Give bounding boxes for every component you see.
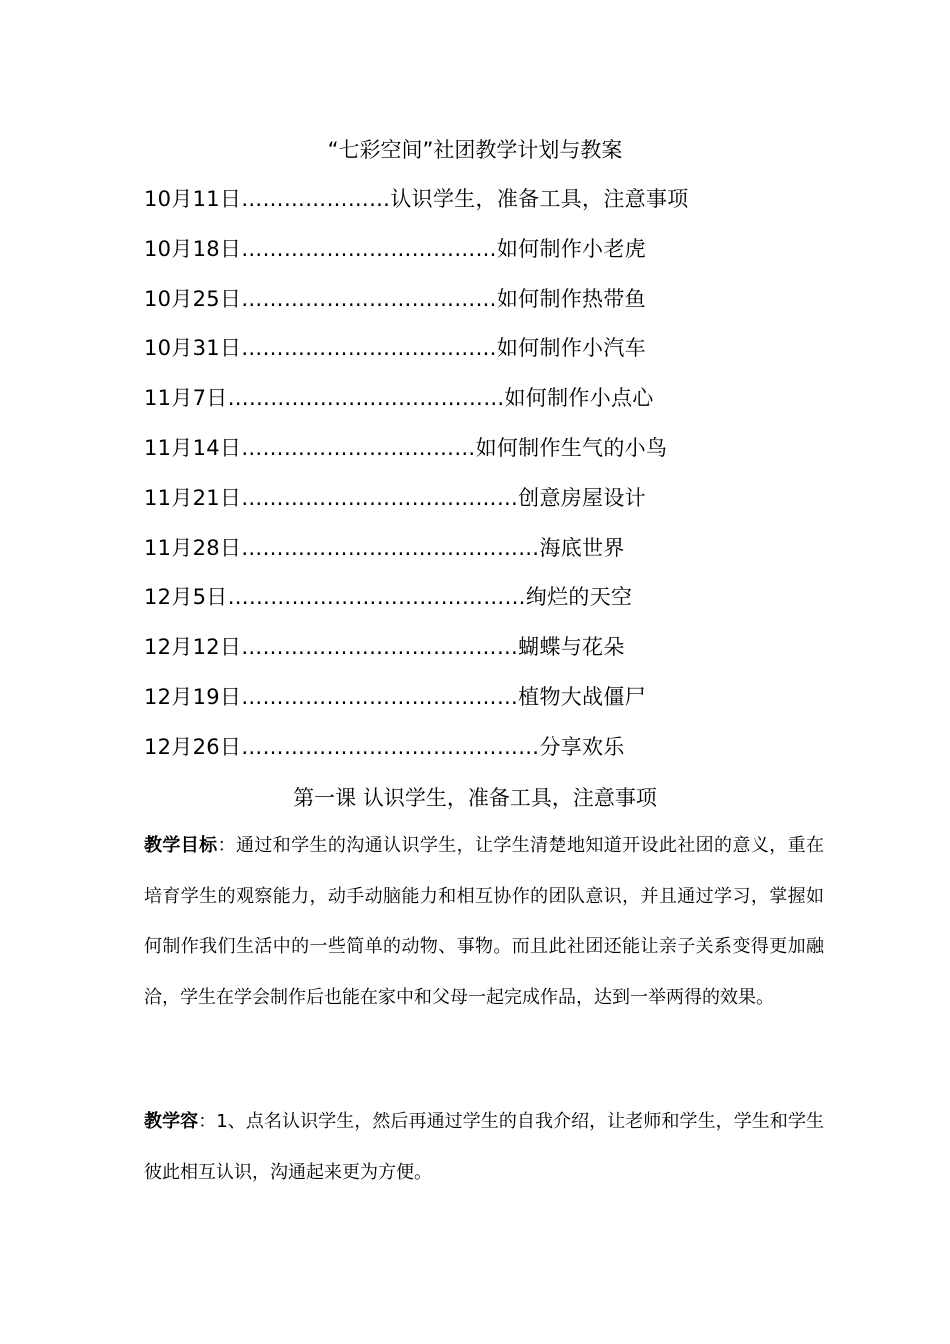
schedule-date: 10月18日	[144, 236, 242, 261]
schedule-topic: 如何制作小老虎	[496, 236, 646, 261]
schedule-list	[144, 182, 844, 780]
schedule-date: 10月25日	[144, 286, 242, 311]
schedule-item	[144, 630, 844, 680]
teaching-goal-label: 教学目标	[144, 835, 218, 856]
schedule-topic: 植物大战僵尸	[518, 684, 646, 709]
teaching-content-label: 教学容	[144, 1111, 199, 1132]
schedule-item	[144, 381, 844, 431]
teaching-goal-paragraph	[144, 821, 824, 1023]
schedule-item	[144, 232, 844, 282]
schedule-item	[144, 182, 844, 232]
schedule-date: 11月7日	[144, 386, 228, 411]
schedule-leader: …………………………………	[241, 635, 519, 660]
schedule-date: 11月28日	[144, 535, 242, 560]
document-title: “七彩空间”社团教学计划与教案	[327, 138, 623, 162]
schedule-date: 11月21日	[144, 485, 242, 510]
schedule-leader: ……………………………………	[241, 734, 540, 759]
schedule-topic: 如何制作热带鱼	[496, 286, 646, 311]
schedule-leader: ………………………………	[241, 236, 497, 261]
schedule-date: 12月12日	[144, 635, 242, 660]
schedule-item	[144, 282, 844, 332]
schedule-item	[144, 431, 844, 481]
schedule-leader: ……………………………………	[227, 585, 526, 610]
schedule-topic: 分享欢乐	[539, 734, 625, 759]
schedule-date: 10月11日	[144, 187, 242, 211]
schedule-date: 10月31日	[144, 336, 242, 361]
schedule-item	[144, 680, 844, 730]
schedule-leader: …………………………………	[241, 684, 519, 709]
schedule-topic: 海底世界	[539, 535, 625, 560]
schedule-topic: 创意房屋设计	[518, 485, 646, 510]
schedule-topic: 绚烂的天空	[525, 585, 633, 610]
schedule-leader: …………………………………	[241, 485, 519, 510]
schedule-leader: ……………………………………	[241, 535, 540, 560]
schedule-item	[144, 531, 844, 581]
teaching-content-paragraph	[144, 1097, 824, 1198]
schedule-item	[144, 481, 844, 531]
schedule-date: 12月19日	[144, 684, 242, 709]
teaching-content-text: ：1、点名认识学生，然后再通过学生的自我介绍，让老师和学生，学生和学生彼此相互认识，沟通起来更为方便。	[144, 1111, 825, 1183]
teaching-goal-text: ：通过和学生的沟通认识学生，让学生清楚地知道开设此社团的意义，重在培育学生的观察能力，动手动脑能力和相互协作的团队意识，并且通过学习，掌握如何制作我们生活中的一些简单的动物、事物。而且此社团还能让亲子关系变得更加融洽，学生在学会制作后也能在家中和父母一起完成作品，达到一举两得的效果。	[144, 835, 825, 1008]
schedule-topic: 如何制作小点心	[504, 386, 654, 411]
schedule-leader: …………………………………	[227, 386, 505, 411]
schedule-topic: 如何制作生气的小鸟	[475, 435, 668, 460]
schedule-item	[144, 331, 844, 381]
schedule-leader: ………………………………	[241, 336, 497, 361]
schedule-date: 12月26日	[144, 734, 242, 759]
schedule-date: 11月14日	[144, 435, 242, 460]
schedule-topic: 蝴蝶与花朵	[518, 635, 625, 660]
schedule-leader: ……………………………	[241, 435, 476, 460]
lesson-title: 第一课 认识学生，准备工具，注意事项	[293, 786, 657, 810]
schedule-date: 12月5日	[144, 585, 228, 610]
schedule-leader: ………………………………	[241, 286, 497, 311]
schedule-leader: …………………	[241, 187, 391, 211]
schedule-topic: 如何制作小汽车	[496, 336, 646, 361]
schedule-item	[144, 580, 844, 630]
schedule-topic: 认识学生，准备工具，注意事项	[390, 187, 689, 211]
schedule-item	[144, 730, 844, 780]
